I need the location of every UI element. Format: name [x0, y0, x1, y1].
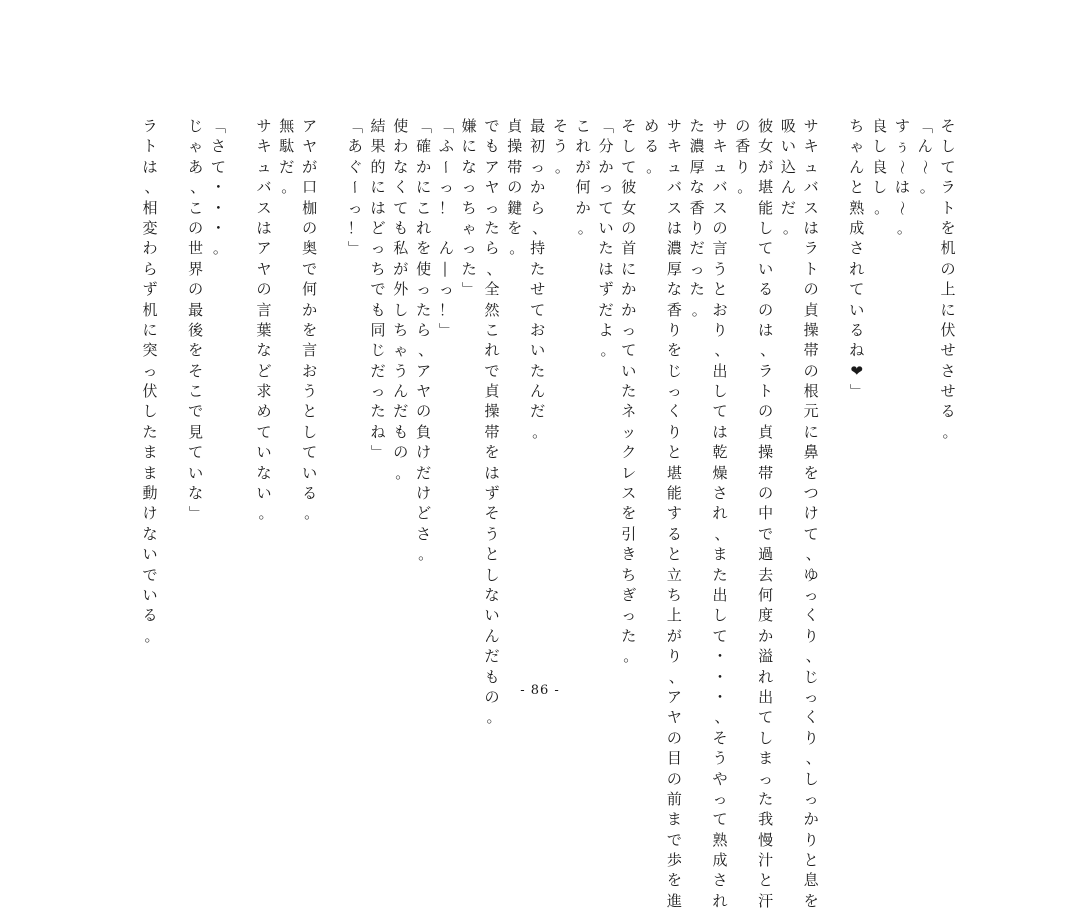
text-column: そ う 。 — [552, 117, 570, 176]
text-column: 貞 操 帯 の 鍵 を 。 — [507, 117, 525, 258]
text-column: じ ゃ あ 、 こ の 世 界 の 最 後 を そ こ で 見 て い な 」 — [186, 117, 206, 522]
text-column: こ れ が 何 か 。 — [575, 117, 593, 237]
text-column: サ キ ュ バ ス は 濃 厚 な 香 り を じ っ く り と 堪 能 す る と 立 ち 上 が り 、 ア ヤ の 目 の 前 ま で 歩 を 進 — [666, 117, 684, 910]
text-column: 「 確 か に こ れ を 使 っ た ら 、 ア ヤ の 負 け だ け ど さ 。 — [414, 118, 434, 564]
text-column: 最 初 っ か ら 、 持 た せ て お い た ん だ 。 — [530, 117, 548, 441]
text-column: 吸 い 込 ん だ 。 — [780, 117, 798, 237]
text-column: 「 ん 〜 。 — [916, 118, 935, 197]
text-column: 嫌 に な っ ち ゃ っ た 」 — [460, 117, 479, 297]
text-column: 「 さ て ・ ・ ・ 。 — [209, 118, 228, 258]
text-column: 無 駄 だ 。 — [279, 117, 297, 197]
text-column: そ し て ラ ト を 机 の 上 に 伏 せ さ せ る 。 — [940, 117, 958, 441]
text-column: 使 わ な く て も 私 が 外 し ち ゃ う ん だ も の 。 — [393, 117, 411, 482]
text-column: ア ヤ が 口 枷 の 奥 で 何 か を 言 お う と し て い る 。 — [302, 117, 320, 523]
text-column: 良 し 良 し 。 — [872, 117, 890, 217]
text-column: で も ア ヤ っ た ら 、 全 然 こ れ で 貞 操 帯 を は ず そ う と し な い ん だ も の 。 — [484, 117, 502, 727]
text-column: 結 果 的 に は ど っ ち で も 同 じ だ っ た ね 」 — [369, 117, 388, 460]
text-column: ち ゃ ん と 熟 成 さ れ て い る ね ❤ 」 — [847, 117, 866, 399]
text-column: サ キ ュ バ ス の 言 う と お り 、 出 し て は 乾 燥 さ れ 、 ま た 出 し て ・ ・ ・ 、 そ う や っ て 熟 成 さ れ — [712, 117, 730, 910]
text-column: の 香 り 。 — [735, 117, 753, 197]
text-column: サ キ ュ バ ス は ラ ト の 貞 操 帯 の 根 元 に 鼻 を つ け て 、 ゆ っ く り 、 じ っ く り 、 し っ か り と 息 を — [803, 117, 821, 910]
text-column: ラ ト は 、 相 変 わ ら ず 机 に 突 っ 伏 し た ま ま 動 け な い で い る 。 — [142, 117, 160, 645]
text-column: 「 ふ ー っ ！ ん ― っ ！ 」 — [437, 118, 456, 338]
page-number: - 86 - — [520, 683, 560, 698]
text-column: サ キ ュ バ ス は ア ヤ の 言 葉 な ど 求 め て い な い 。 — [256, 117, 274, 523]
text-column: す ぅ 〜 は 〜 。 — [893, 117, 912, 237]
text-column: そ し て 彼 女 の 首 に か か っ て い た ネ ッ ク レ ス を 引 き ち ぎ っ た 。 — [621, 117, 639, 666]
text-column: め る 。 — [644, 117, 662, 176]
text-column: 彼 女 が 堪 能 し て い る の は 、 ラ ト の 貞 操 帯 の 中 で 過 去 何 度 か 溢 れ 出 て し ま っ た 我 慢 汁 と 汗 — [758, 117, 776, 910]
text-column: 「 分 か っ て い た は ず だ よ 。 — [597, 118, 616, 360]
text-column: 「 あ ぐ ー っ ！ 」 — [346, 118, 365, 257]
text-column: た 濃 厚 な 香 り だ っ た 。 — [689, 117, 707, 319]
